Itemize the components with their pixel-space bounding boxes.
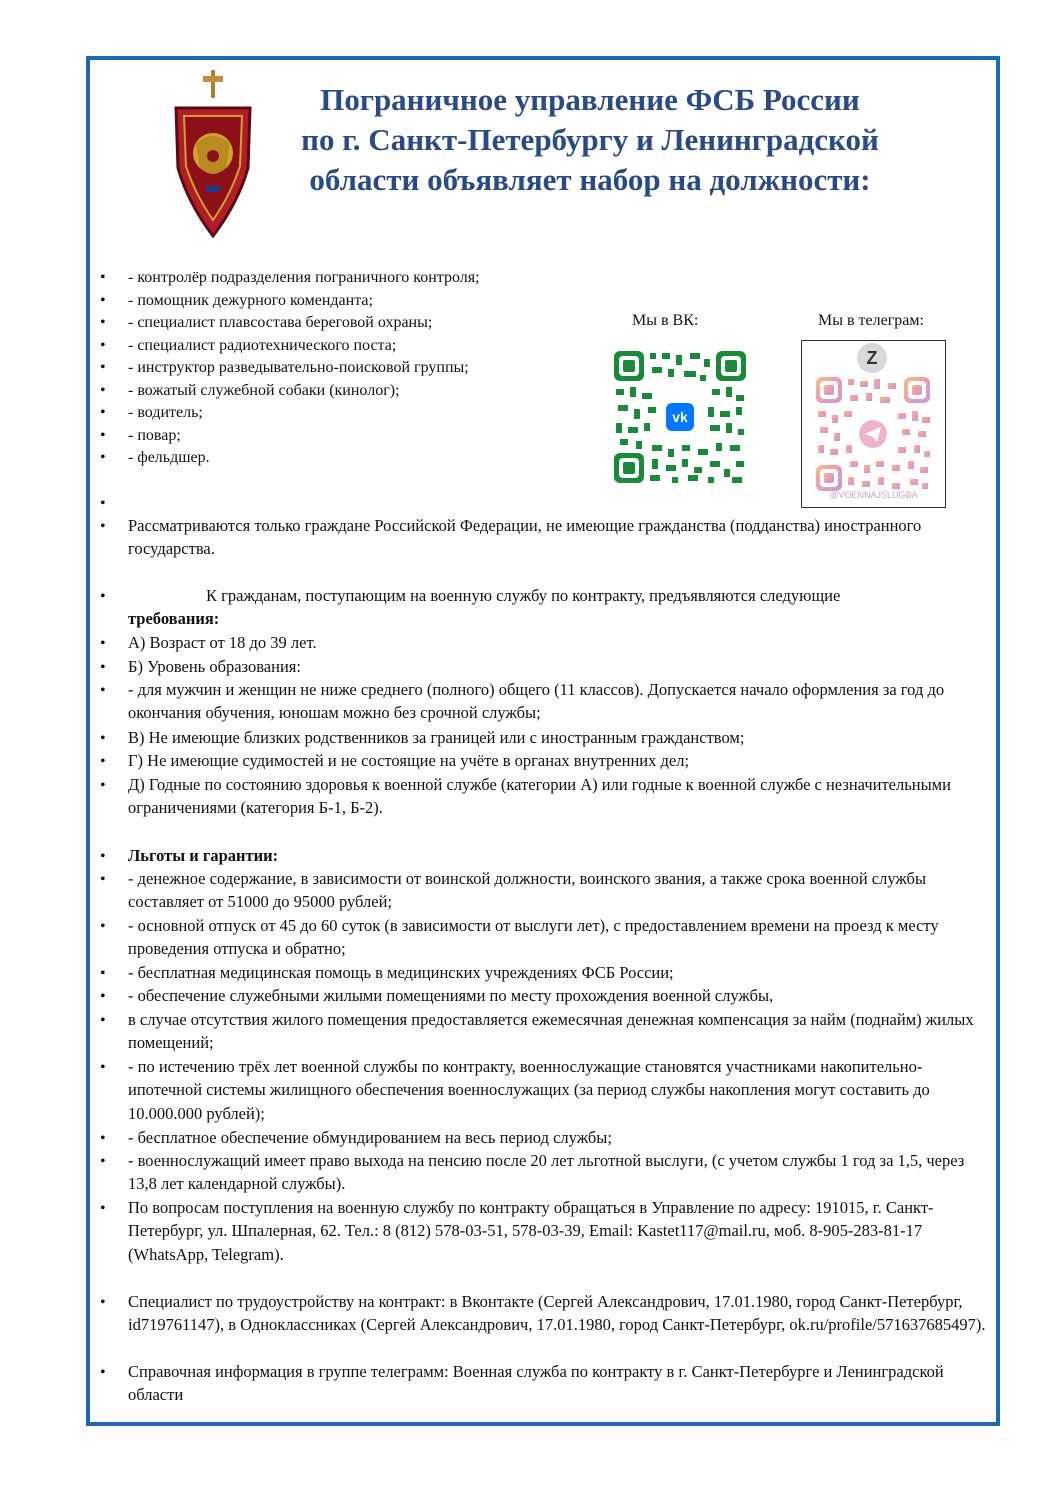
bullet: • (100, 495, 106, 512)
bullet: • (100, 404, 106, 421)
benefit-item: в случае отсутствия жилого помещения предоставляется ежемесячная денежная компенсация за найм (поднайм) жилых помещений; (128, 1010, 974, 1053)
telegram-label: Мы в телеграм: (818, 312, 924, 329)
list-item: - контролёр подразделения пограничного контроля; (128, 269, 480, 286)
requirement-item: Б) Уровень образования: (128, 657, 301, 676)
fsb-emblem-icon (168, 68, 258, 238)
bullet: • (100, 730, 106, 747)
bullet: • (100, 988, 106, 1005)
bullet: • (100, 1153, 106, 1170)
bullet: • (100, 336, 106, 354)
bullet: • (100, 682, 106, 699)
bullet: • (100, 381, 106, 399)
bullet: • (100, 848, 106, 865)
bullet: • (100, 426, 106, 444)
bullet: • (100, 659, 106, 676)
telegram-qr-code-icon[interactable] (814, 375, 932, 493)
requirement-item: Г) Не имеющие судимостей и не состоящие на учёте в органах внутренних дел; (128, 751, 690, 770)
requirement-item: - для мужчин и женщин не ниже среднего (полного) общего (11 классов). Допускается начало оформления за год до окончания обучения, юношам можно без срочной службы; (128, 680, 945, 723)
benefit-item: - основной отпуск от 45 до 60 суток (в зависимости от выслуги лет), с предоставлением времени на проезд к месту проведения отпуска и обратно; (128, 916, 939, 959)
benefit-item: - военнослужащий имеет право выхода на пенсию после 20 лет льготной выслуги, (с учетом службы 1 год за 1,5, через 13,8 лет календарной службы). (128, 1151, 965, 1194)
requirement-item: В) Не имеющие близких родственников за границей или с иностранным гражданством; (128, 728, 745, 747)
positions-list (128, 267, 480, 470)
bullet: • (100, 1200, 106, 1217)
bullet: • (100, 449, 106, 466)
bullet: • (100, 1364, 106, 1381)
bullet: • (100, 1130, 106, 1147)
bullet: • (100, 588, 106, 605)
bullet: • (100, 918, 106, 935)
contact-specialist: Специалист по трудоустройству на контракт: в Вконтакте (Сергей Александрович, 17.01.1980, город Санкт-Петербург, id719761147), в Одноклассниках (Сергей Александрович, 17.01.1980, город Санкт-Петербург, ok.ru/profile/571637685497). (128, 1292, 986, 1335)
bullet: • (100, 1012, 106, 1029)
bullet: • (100, 1059, 106, 1076)
benefit-item: - бесплатное обеспечение обмундированием на весь период службы; (128, 1128, 612, 1147)
bullet: • (100, 1294, 106, 1311)
requirement-item: Д) Годные по состоянию здоровья к военной службе (категории А) или годные к военной службе с незначительными ограничениями (категория Б-1, Б-2). (128, 775, 951, 818)
title-line-2: по г. Санкт-Петербургу и Ленинградской (301, 122, 879, 157)
list-item: - фельдшер. (128, 449, 210, 466)
benefits-heading (128, 844, 988, 867)
requirements-intro-text: К гражданам, поступающим на военную службу по контракту, предъявляются следующие (206, 586, 841, 605)
list-item: - инструктор разведывательно-поисковой группы; (128, 359, 469, 376)
bullet: • (100, 359, 106, 376)
requirements-intro (128, 584, 988, 631)
benefits-heading-text: Льготы и гарантии: (128, 846, 279, 865)
title-line-1: Пограничное управление ФСБ России (320, 82, 860, 117)
page-title (280, 80, 900, 200)
list-item: - повар; (128, 426, 181, 444)
list-item: - вожатый служебной собаки (кинолог); (128, 381, 400, 399)
list-item: - специалист радиотехнического поста; (128, 336, 397, 354)
benefit-item: - денежное содержание, в зависимости от воинской должности, воинского звания, а также срока военной службы составляет от 51000 до 95000 рублей; (128, 869, 927, 912)
svg-text:vk: vk (672, 409, 688, 425)
bullet: • (100, 777, 106, 794)
requirements-heading: требования: (128, 609, 220, 629)
bullet: • (100, 635, 106, 652)
bullet: • (100, 314, 106, 331)
bullet: • (100, 965, 106, 982)
bullet: • (100, 518, 106, 535)
bullet: • (100, 753, 106, 770)
telegram-badge: Z (857, 343, 887, 373)
telegram-handle: @VOENNAJSLUGBA (829, 490, 918, 500)
requirement-item: А) Возраст от 18 до 39 лет. (128, 633, 317, 652)
list-item: - помощник дежурного коменданта; (128, 291, 373, 309)
benefit-item: - бесплатная медицинская помощь в медицинских учреждениях ФСБ России; (128, 963, 674, 982)
benefit-item: - обеспечение служебными жилыми помещениями по месту прохождения военной службы, (128, 986, 774, 1005)
bullet: • (100, 871, 106, 888)
benefit-item: - по истечению трёх лет военной службы по контракту, военнослужащие становятся участниками накопительно-ипотечной системы жилищного обеспечения военнослужащих (за период службы накопления могут составить до 10.000.000 рублей); (128, 1057, 930, 1123)
list-item: - специалист плавсостава береговой охраны; (128, 314, 433, 331)
citizenship-text: Рассматриваются только граждане Российской Федерации, не имеющие гражданства (подданства) иностранного государства. (128, 516, 922, 559)
title-line-3: области объявляет набор на должности: (309, 162, 871, 197)
list-item: - водитель; (128, 404, 203, 421)
bullet: • (100, 269, 106, 286)
contact-telegram-group: Справочная информация в группе телеграмм: Военная служба по контракту в г. Санкт-Петербурге и Ленинградской области (128, 1362, 944, 1405)
contact-address: По вопросам поступления на военную службу по контракту обращаться в Управление по адресу: 191015, г. Санкт-Петербург, ул. Шпалерная, 62. Тел.: 8 (812) 578-03-51, 578-03-39, Email: Kastet117@mail.ru, моб. 8-905-283-81-17 (WhatsApp, Telegram). (128, 1198, 934, 1264)
positions-bullets (100, 267, 106, 470)
vk-qr-code-icon[interactable] (612, 349, 748, 485)
bullet: • (100, 291, 106, 309)
vk-label: Мы в ВК: (632, 312, 699, 329)
